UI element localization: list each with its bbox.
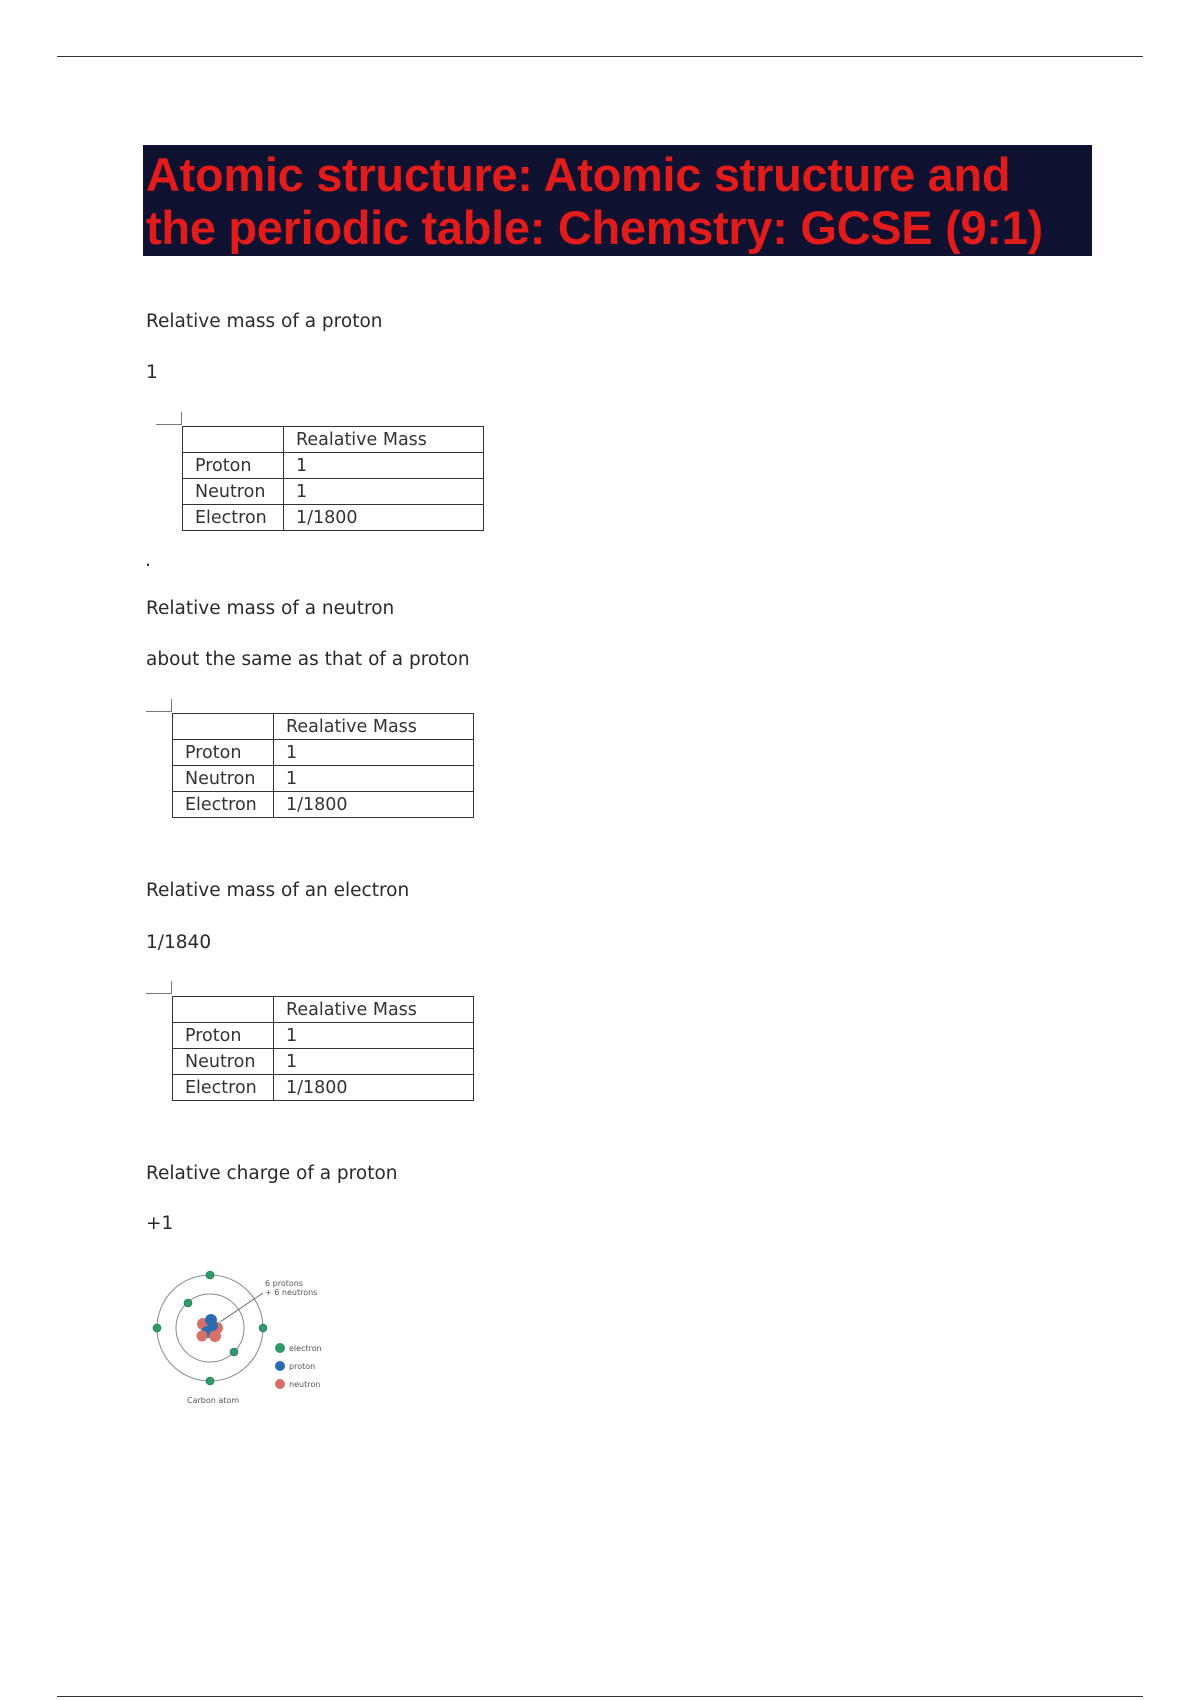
table-row (173, 1075, 474, 1101)
table-row (183, 479, 484, 505)
page-title: Atomic structure: Atomic structure and the periodic table: Chemstry: GCSE (9:1) (146, 148, 1043, 254)
particle-cell: Proton (183, 453, 284, 479)
mass-cell: 1 (274, 1023, 474, 1049)
legend-neutron: neutron (289, 1380, 321, 1389)
table-anchor (156, 412, 182, 432)
particle-cell: Electron (173, 792, 274, 818)
mass-cell: 1/1800 (274, 792, 474, 818)
table-row (173, 1023, 474, 1049)
table-row (173, 766, 474, 792)
table-anchor (146, 981, 172, 1001)
answer-text: 1 (146, 362, 158, 383)
answer-text: +1 (146, 1213, 174, 1234)
mass-cell: 1/1800 (274, 1075, 474, 1101)
answer-text: about the same as that of a proton (146, 649, 470, 670)
table-row (183, 453, 484, 479)
table-header-row (173, 714, 474, 740)
legend-proton: proton (289, 1362, 316, 1371)
mass-cell: 1 (274, 766, 474, 792)
particle-cell: Proton (173, 1023, 274, 1049)
question-text: Relative mass of a neutron (146, 598, 395, 619)
question-text: Relative charge of a proton (146, 1163, 398, 1184)
question-text: Relative mass of a proton (146, 311, 383, 332)
mass-cell: 1 (274, 1049, 474, 1075)
nucleus-pointer (220, 1293, 263, 1322)
particle-cell: Electron (183, 505, 284, 531)
particle-cell: Neutron (183, 479, 284, 505)
carbon-atom-diagram (145, 1262, 335, 1412)
mass-cell: 1 (274, 740, 474, 766)
top-rule (57, 56, 1143, 57)
mass-cell: 1 (284, 479, 484, 505)
mass-cell: 1/1800 (284, 505, 484, 531)
particle-cell: Neutron (173, 1049, 274, 1075)
atom-svg (145, 1262, 335, 1412)
table-row (173, 740, 474, 766)
bottom-rule (57, 1696, 1143, 1697)
title-banner (143, 145, 1092, 256)
atom-caption: Carbon atom (187, 1396, 240, 1405)
legend-neutron-icon (275, 1379, 285, 1389)
mass-cell: 1 (284, 453, 484, 479)
legend-electron: electron (289, 1344, 322, 1353)
particle-cell: Neutron (173, 766, 274, 792)
mass-table (172, 713, 474, 818)
legend-electron-icon (275, 1343, 285, 1353)
table-header: Realative Mass (284, 427, 484, 453)
question-text: Relative mass of an electron (146, 880, 410, 901)
particle-cell: Electron (173, 1075, 274, 1101)
table-header: Realative Mass (274, 714, 474, 740)
table-row (173, 1049, 474, 1075)
table-anchor (146, 699, 172, 719)
table-header: Realative Mass (274, 997, 474, 1023)
nucleus-label-2: + 6 neutrons (265, 1288, 318, 1297)
table-row (173, 792, 474, 818)
nucleus-label-1: 6 protons (265, 1279, 303, 1288)
particle-cell: Proton (173, 740, 274, 766)
mass-table (182, 426, 484, 531)
stray-dot: . (145, 550, 151, 571)
table-header-row (173, 997, 474, 1023)
legend-proton-icon (275, 1361, 285, 1371)
mass-table (172, 996, 474, 1101)
table-header-row (183, 427, 484, 453)
answer-text: 1/1840 (146, 932, 212, 953)
nucleus (197, 1314, 224, 1342)
table-row (183, 505, 484, 531)
